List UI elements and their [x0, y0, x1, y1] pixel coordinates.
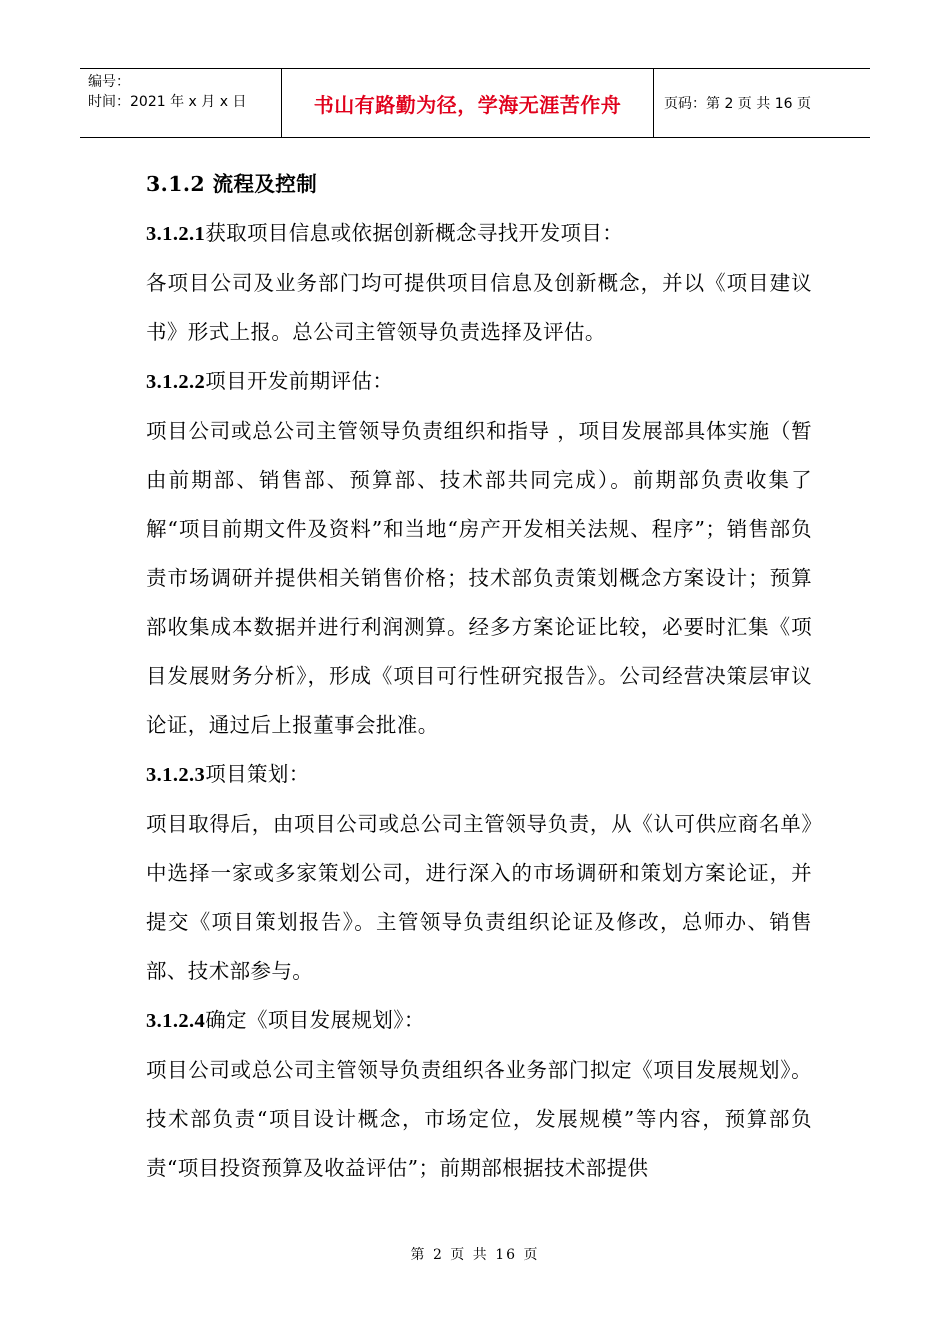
subsection-heading-4 [146, 996, 812, 1046]
header-meta-cell [80, 69, 282, 137]
subsection-title: 获取项目信息或依据创新概念寻找开发项目： [205, 221, 624, 245]
page-header [80, 68, 870, 138]
subsection-number: 3.1.2.3 [146, 764, 206, 786]
document-body [146, 160, 812, 1193]
paragraph: 项目公司或总公司主管领导负责组织和指导 ，项目发展部具体实施（暂由前期部、销售部、预算部、技术部共同完成）。前期部负责收集了解“项目前期文件及资料”和当地“房产开发相关法规、程序”；销售部负责市场调研并提供相关销售价格；技术部负责策划概念方案设计；预算部收集成本数据并进行利润测算。经多方案论证比较，必要时汇集《项目发展财务分析》，形成《项目可行性研究报告》。公司经营决策层审议论证，通过后上报董事会批准。 [146, 419, 812, 737]
paragraph: 项目取得后，由项目公司或总公司主管领导负责，从《认可供应商名单》中选择一家或多家策划公司，进行深入的市场调研和策划方案论证，并提交《项目策划报告》。主管领导负责组织论证及修改，总师办、销售部、技术部参与。 [146, 812, 812, 983]
subsection-number: 3.1.2.4 [146, 1010, 206, 1032]
header-page-cell [654, 69, 870, 137]
subsection-title: 项目开发前期评估： [205, 369, 394, 393]
document-number-label: 编号： [88, 74, 130, 90]
page-footer: 第 2 页 共 16 页 [410, 1247, 540, 1263]
subsection-heading-3 [146, 750, 812, 800]
header-motto: 书山有路勤为径，学海无涯苦作舟 [313, 92, 622, 117]
subsection-number: 3.1.2.1 [146, 223, 206, 245]
paragraph: 各项目公司及业务部门均可提供项目信息及创新概念，并以《项目建议书》形式上报。总公司主管领导负责选择及评估。 [146, 271, 812, 344]
subsection-heading-1 [146, 209, 812, 259]
subsection-heading-2 [146, 357, 812, 407]
header-motto-cell [282, 69, 654, 137]
header-page-info: 页码：第 2 页 共 16 页 [664, 96, 811, 112]
subsection-number: 3.1.2.2 [146, 371, 206, 393]
section-heading: 3.1.2 流程及控制 [146, 172, 318, 196]
subsection-title: 项目策划： [205, 762, 310, 786]
subsection-title: 确定《项目发展规划》： [205, 1008, 425, 1032]
document-date: 时间：2021 年 x 月 x 日 [88, 94, 247, 110]
paragraph: 项目公司或总公司主管领导负责组织各业务部门拟定《项目发展规划》。技术部负责“项目设计概念，市场定位，发展规模”等内容，预算部负责“项目投资预算及收益评估”；前期部根据技术部提供 [146, 1058, 812, 1180]
